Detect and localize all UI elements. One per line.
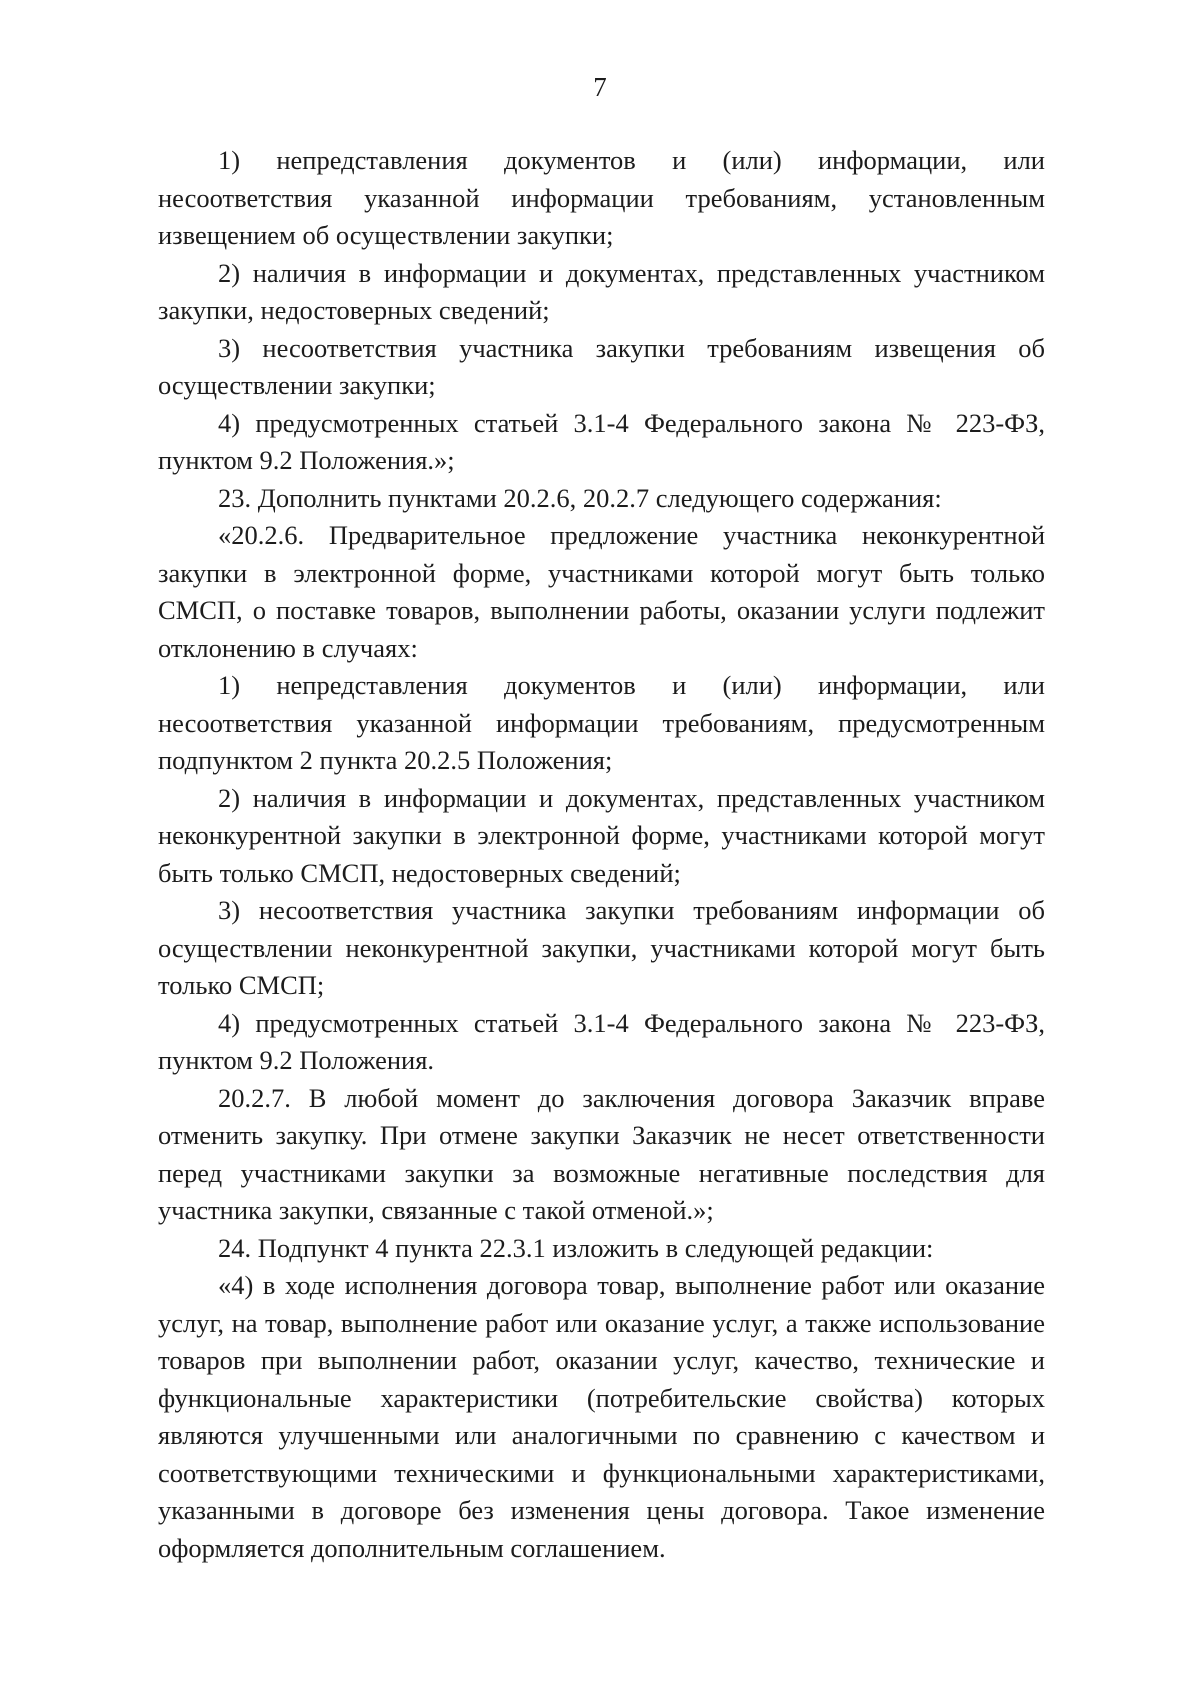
paragraph-item-4-law-reference: 4) предусмотренных статьей 3.1-4 Федерального закона № 223-ФЗ, пунктом 9.2 Положения.»; [158, 407, 1045, 475]
paragraph-subitem-4-contract: «4) в ходе исполнения договора товар, выполнение работ или оказание услуг, на товар, выполнение работ или оказание услуг, а также использование товаров при выполнении работ, оказании услуг, качество, технические и функциональные характеристики (потребительские свойства) которых являются улучшенными или аналогичными по сравнению с качеством и соответствующими техническими и функциональными характеристиками, указанными в договоре без изменения цены договора. Такое изменение оформляется дополнительным соглашением. [158, 1270, 1045, 1563]
paragraph-clause-20-2-6: «20.2.6. Предварительное предложение участника неконкурентной закупки в электронной форме, участниками которой могут быть только СМСП, о поставке товаров, выполнении работы, оказании услуги подлежит отклонению в случаях: [158, 520, 1045, 663]
paragraph-clause-20-2-7: 20.2.7. В любой момент до заключения договора Заказчик вправе отменить закупку. При отмене закупки Заказчик не несет ответственности перед участниками закупки за возможные негативные последствия для участника закупки, связанные с такой отменой.»; [158, 1082, 1045, 1225]
document-body [158, 142, 1045, 1567]
paragraph-clause-24: 24. Подпункт 4 пункта 22.3.1 изложить в следующей редакции: [218, 1232, 934, 1263]
paragraph-20-2-6-item-3: 3) несоответствия участника закупки требованиям информации об осуществлении неконкурентной закупки, участниками которой могут быть только СМСП; [158, 895, 1045, 1000]
paragraph-item-1-nonsubmission: 1) непредставления документов и (или) информации, или несоответствия указанной информации требованиям, установленным извещением об осуществлении закупки; [158, 145, 1045, 250]
paragraph-clause-23: 23. Дополнить пунктами 20.2.6, 20.2.7 следующего содержания: [218, 482, 942, 513]
paragraph-20-2-6-item-1: 1) непредставления документов и (или) информации, или несоответствия указанной информации требованиям, предусмотренным подпунктом 2 пункта 20.2.5 Положения; [158, 670, 1045, 775]
paragraph-20-2-6-item-2: 2) наличия в информации и документах, представленных участником неконкурентной закупки в электронной форме, участниками которой могут быть только СМСП, недостоверных сведений; [158, 782, 1045, 888]
page-number: 7 [593, 72, 607, 102]
paragraph-item-2-false-info: 2) наличия в информации и документах, представленных участником закупки, недостоверных сведений; [158, 257, 1045, 325]
paragraph-20-2-6-item-4: 4) предусмотренных статьей 3.1-4 Федерального закона № 223-ФЗ, пунктом 9.2 Положения. [158, 1007, 1045, 1075]
paragraph-item-3-noncompliance: 3) несоответствия участника закупки требованиям извещения об осуществлении закупки; [158, 332, 1045, 400]
